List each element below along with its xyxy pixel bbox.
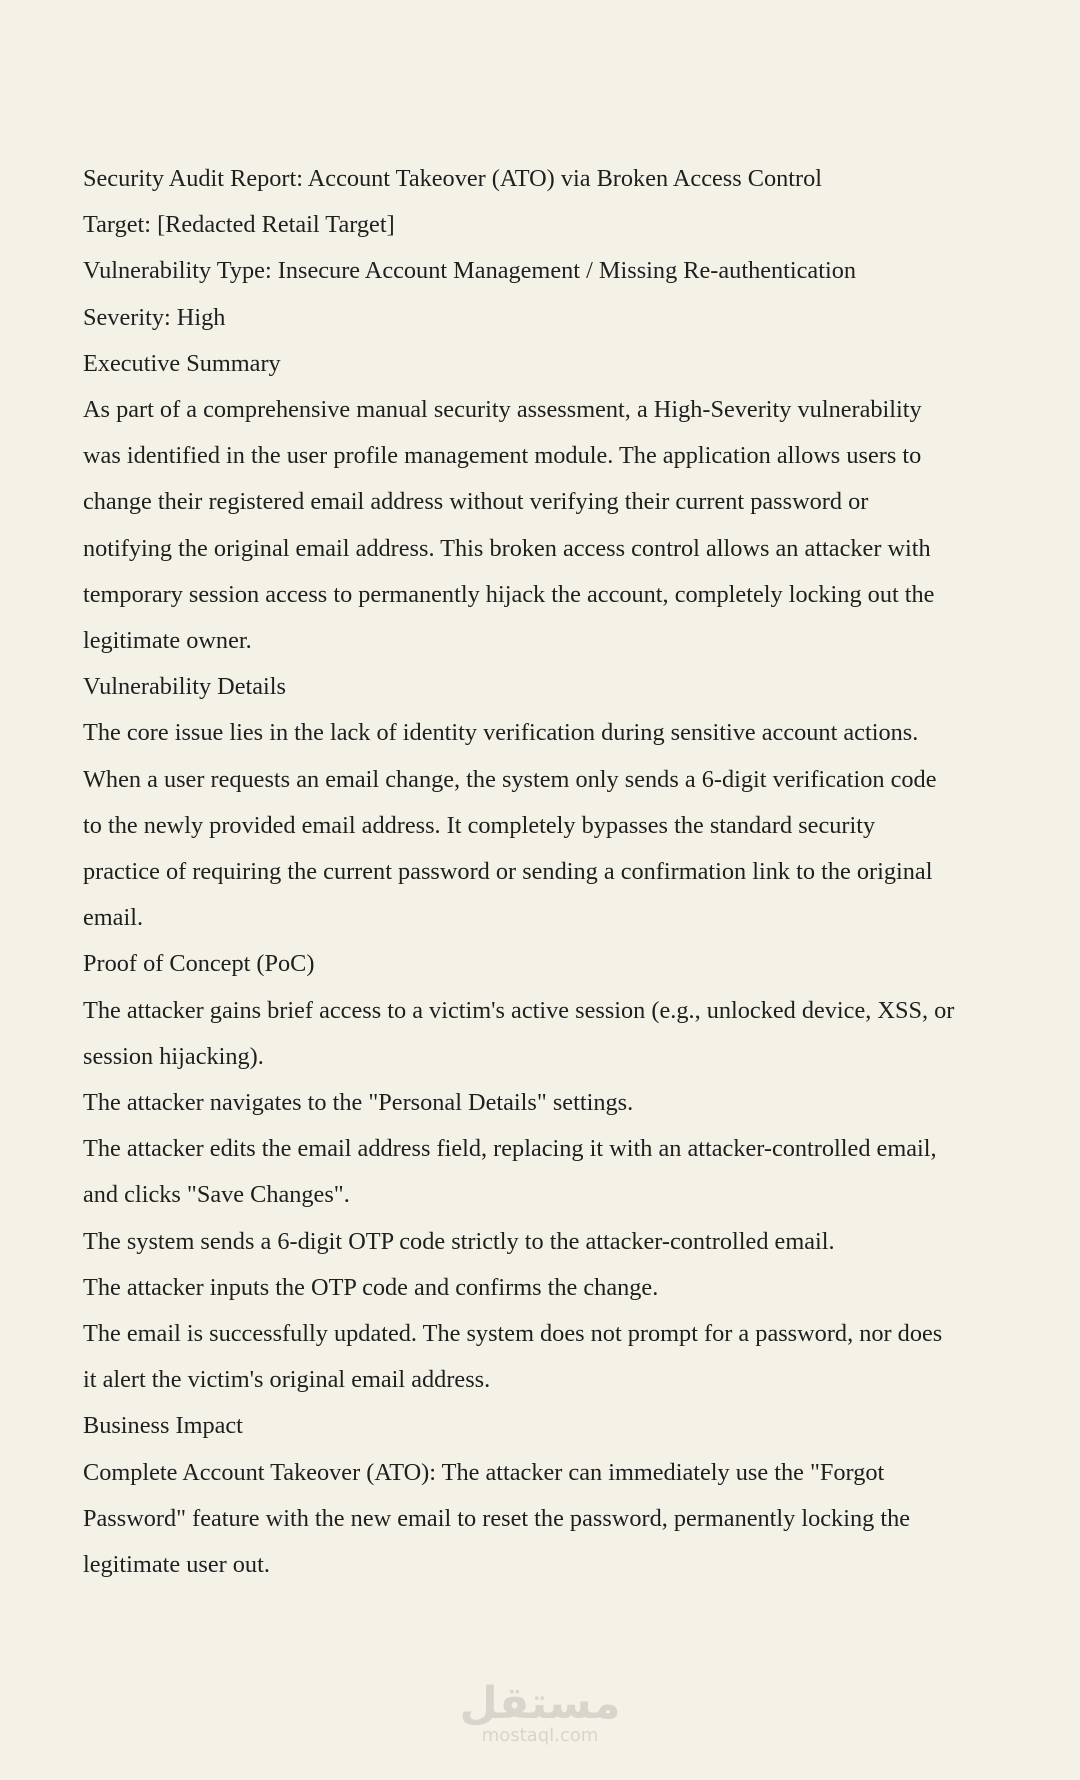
paragraph-line: email. <box>83 904 144 932</box>
proof-of-concept-heading: Proof of Concept (PoC) <box>83 950 315 978</box>
mostaql-watermark <box>0 1678 1080 1746</box>
poc-step-2: The attacker navigates to the "Personal Details" settings. <box>83 1089 634 1117</box>
paragraph-line: legitimate user out. <box>83 1551 270 1579</box>
report-vulnerability-type: Vulnerability Type: Insecure Account Management / Missing Re-authentication <box>83 257 857 285</box>
paragraph-line: The core issue lies in the lack of identity verification during sensitive account actions. <box>83 719 919 747</box>
watermark-url: mostaql.com <box>481 1725 599 1746</box>
paragraph-line: legitimate owner. <box>83 627 252 655</box>
paragraph-line: The email is successfully updated. The system does not prompt for a password, nor does <box>83 1320 943 1348</box>
paragraph-line: practice of requiring the current password or sending a confirmation link to the original <box>83 858 933 886</box>
report-severity: Severity: High <box>83 303 226 331</box>
paragraph-line: notifying the original email address. This broken access control allows an attacker with <box>83 534 931 562</box>
paragraph-line: The attacker gains brief access to a victim's active session (e.g., unlocked device, XSS, or <box>83 996 955 1024</box>
business-impact-heading: Business Impact <box>83 1412 243 1440</box>
poc-step-4: The system sends a 6-digit OTP code strictly to the attacker-controlled email. <box>83 1227 835 1255</box>
paragraph-line: was identified in the user profile management module. The application allows users to <box>83 442 922 470</box>
paragraph-line: and clicks "Save Changes". <box>83 1181 350 1209</box>
vulnerability-details-heading: Vulnerability Details <box>83 673 286 701</box>
vulnerability-details-paragraph <box>83 710 1013 941</box>
business-impact-paragraph <box>83 1450 1013 1589</box>
paragraph-line: change their registered email address without verifying their current password or <box>83 488 869 516</box>
executive-summary-paragraph <box>83 387 1013 664</box>
report-document <box>83 156 1013 1588</box>
paragraph-line: When a user requests an email change, the system only sends a 6-digit verification code <box>83 765 937 793</box>
poc-step-5: The attacker inputs the OTP code and confirms the change. <box>83 1273 659 1301</box>
paragraph-line: session hijacking). <box>83 1042 264 1070</box>
poc-step-1 <box>83 988 1013 1080</box>
report-target: Target: [Redacted Retail Target] <box>83 211 395 239</box>
report-title: Security Audit Report: Account Takeover (ATO) via Broken Access Control <box>83 165 822 192</box>
paragraph-line: Password" feature with the new email to reset the password, permanently locking the <box>83 1504 911 1532</box>
paragraph-line: The attacker edits the email address field, replacing it with an attacker-controlled email, <box>83 1135 937 1163</box>
paragraph-line: Complete Account Takeover (ATO): The attacker can immediately use the "Forgot <box>83 1458 885 1486</box>
watermark-logo: مستقل <box>459 1678 621 1729</box>
paragraph-line: As part of a comprehensive manual security assessment, a High-Severity vulnerability <box>83 396 922 424</box>
poc-step-6 <box>83 1311 1013 1403</box>
paragraph-line: it alert the victim's original email address. <box>83 1366 491 1394</box>
paragraph-line: temporary session access to permanently hijack the account, completely locking out the <box>83 580 935 608</box>
executive-summary-heading: Executive Summary <box>83 349 281 377</box>
paragraph-line: to the newly provided email address. It completely bypasses the standard security <box>83 811 876 839</box>
poc-step-3 <box>83 1126 1013 1218</box>
